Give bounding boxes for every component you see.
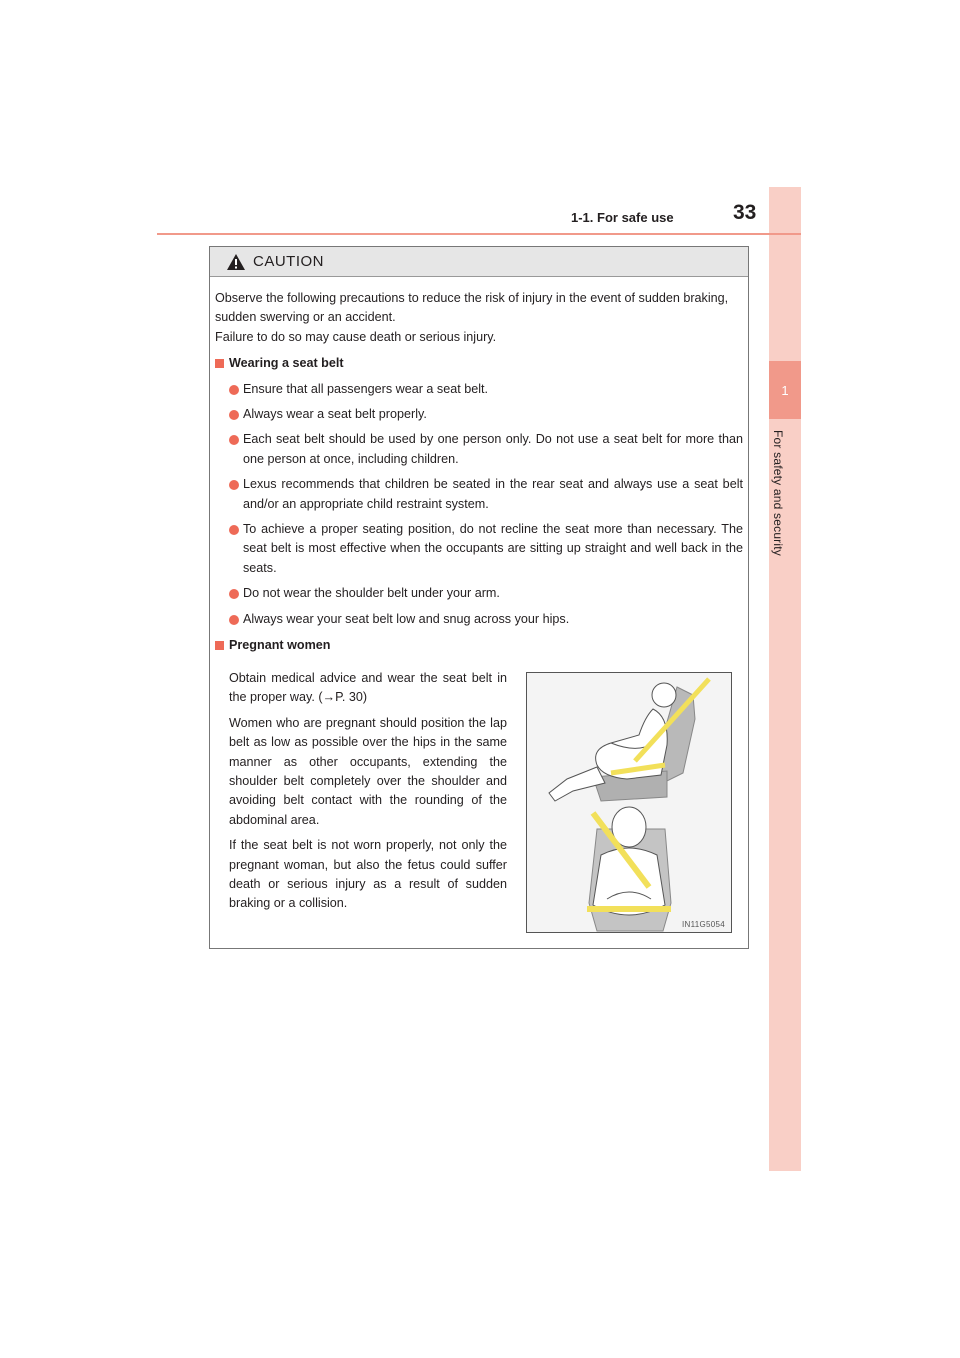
page-number: 33 <box>733 201 757 224</box>
caution-box <box>209 246 749 949</box>
list-item <box>215 610 743 629</box>
intro-paragraph: Failure to do so may cause death or serious injury. <box>215 329 497 344</box>
section-title: 1-1. For safe use <box>571 210 674 225</box>
seatbelt-illustration-drawing <box>527 673 731 932</box>
list-item <box>215 520 743 578</box>
list-item-text: Lexus recommends that children be seated in the rear seat and always use a seat belt and/or an appropriate child restraint system. <box>243 477 743 511</box>
bullet-dot-icon <box>229 385 239 395</box>
list-item-text: Do not wear the shoulder belt under your arm. <box>243 586 500 601</box>
bullet-dot-icon <box>229 410 239 420</box>
square-marker-icon <box>215 359 224 368</box>
illustration-code: IN11G5054 <box>681 920 725 929</box>
bullet-dot-icon <box>229 525 239 535</box>
paragraph: Obtain medical advice and wear the seat belt in the proper way. (→P. 30) <box>229 671 507 705</box>
side-tab <box>769 187 801 1171</box>
caution-intro <box>215 289 743 347</box>
caution-body <box>215 289 743 656</box>
list-item <box>215 475 743 514</box>
bullet-dot-icon <box>229 480 239 490</box>
bullet-dot-icon <box>229 589 239 599</box>
header-rule <box>157 233 801 235</box>
list-item-text: Always wear your seat belt low and snug across your hips. <box>243 611 570 626</box>
paragraph: Women who are pregnant should position the lap belt as low as possible over the hips in the same manner as other occupants, extending the shoulder belt completely over the shoulder and avoiding belt contact with the rounding of the abdominal area. <box>229 715 507 827</box>
list-item <box>215 584 743 603</box>
chapter-number-tab: 1 <box>769 361 801 419</box>
chapter-title: For safety and security <box>771 430 785 556</box>
list-item-text: Each seat belt should be used by one person only. Do not use a seat belt for more than one person at once, including children. <box>243 432 743 466</box>
pregnant-seatbelt-illustration <box>526 672 732 933</box>
caution-title: CAUTION <box>253 253 324 270</box>
warning-triangle-icon <box>226 253 246 271</box>
bullet-dot-icon <box>229 435 239 445</box>
list-item-text: Always wear a seat belt properly. <box>243 407 427 422</box>
bullet-dot-icon <box>229 615 239 625</box>
square-marker-icon <box>215 641 224 650</box>
pregnant-women-text <box>229 669 507 920</box>
intro-paragraph: Observe the following precautions to reduce the risk of injury in the event of sudden braking, sudden swerving or an accident. <box>215 291 729 325</box>
list-item <box>215 405 743 424</box>
subheading-text: Pregnant women <box>229 638 331 653</box>
list-item <box>215 380 743 399</box>
seat-belt-list <box>215 380 743 629</box>
subheading-seat-belt <box>215 354 743 373</box>
subheading-pregnant-women <box>215 636 743 655</box>
list-item-text: To achieve a proper seating position, do not recline the seat more than necessary. The seat belt is most effective when the occupants are sitting up straight and well back in the seats. <box>243 522 743 575</box>
paragraph: If the seat belt is not worn properly, not only the pregnant woman, but also the fetus could suffer death or serious injury as a result of sudden braking or a collision. <box>229 838 507 911</box>
list-item-text: Ensure that all passengers wear a seat belt. <box>243 381 489 396</box>
subheading-text: Wearing a seat belt <box>229 356 344 371</box>
list-item <box>215 430 743 469</box>
caution-header <box>210 247 748 277</box>
